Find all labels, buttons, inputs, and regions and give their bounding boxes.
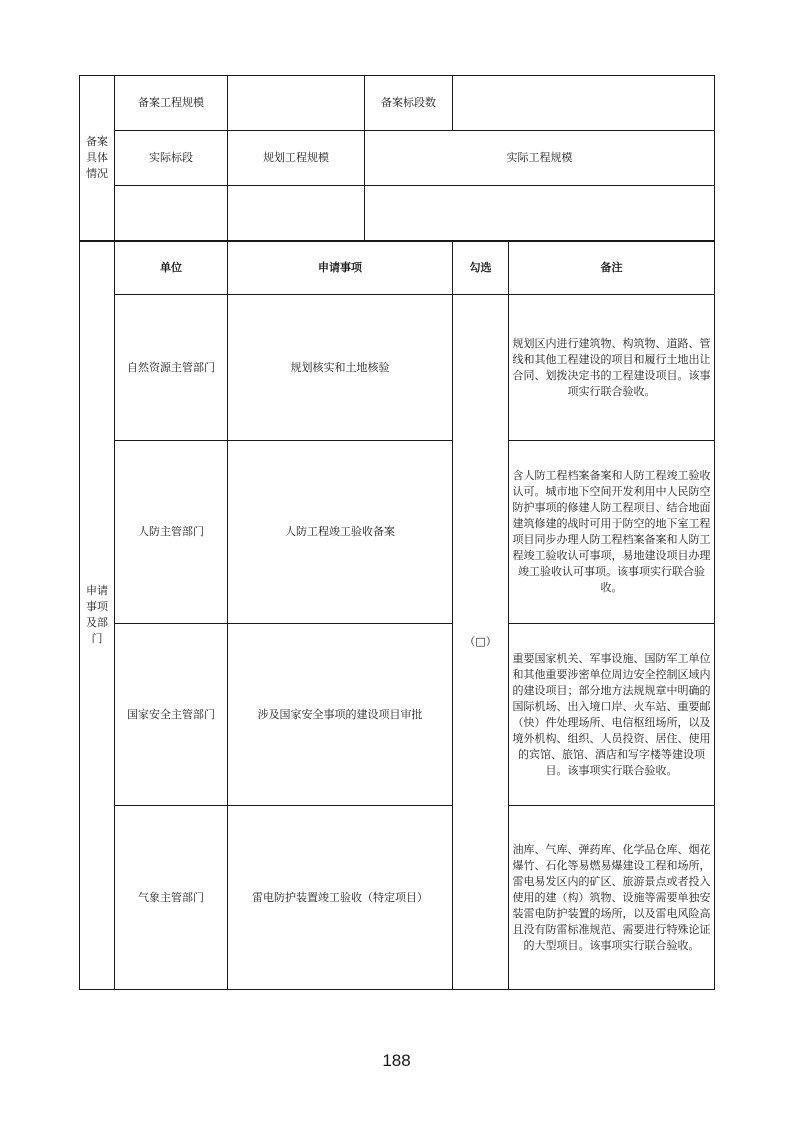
application-form-table (79, 75, 715, 990)
application-side-label: 申请事项及部门 (80, 241, 115, 990)
actual-lots-value[interactable] (115, 186, 228, 241)
remark-cell: 重要国家机关、军事设施、国防军工单位和其他重要涉密单位周边安全控制区域内的建设项目；部分地方法规规章中明确的国际机场、出入境口岸、火车站、重要邮（快）件处理场所、电信枢纽场所，以及境外机构、组织、人员投资、居住、使用的宾馆、旅馆、酒店和写字楼等建设项目。该事项实行联合验收。 (509, 624, 715, 806)
planned-scale-value[interactable] (228, 186, 365, 241)
page-number: 188 (382, 1051, 411, 1070)
actual-scale-value[interactable] (365, 186, 715, 241)
filed-scale-label: 备案工程规模 (115, 76, 228, 131)
item-cell: 人防工程竣工验收备案 (228, 441, 453, 624)
actual-lots-label: 实际标段 (115, 131, 228, 186)
planned-scale-label: 规划工程规模 (228, 131, 365, 186)
filed-lots-value[interactable] (453, 76, 715, 131)
item-cell: 涉及国家安全事项的建设项目审批 (228, 624, 453, 806)
header-select: 勾选 (453, 241, 509, 295)
unit-cell: 国家安全主管部门 (115, 624, 228, 806)
item-cell: 规划核实和土地核验 (228, 295, 453, 441)
actual-scale-label: 实际工程规模 (365, 131, 715, 186)
unit-cell: 气象主管部门 (115, 806, 228, 990)
remark-cell: 规划区内进行建筑物、构筑物、道路、管线和其他工程建设的项目和履行土地出让合同、划拨决定书的工程建设项目。该事项实行联合验收。 (509, 295, 715, 441)
header-remark: 备注 (509, 241, 715, 295)
filed-scale-value[interactable] (228, 76, 365, 131)
remark-cell: 油库、气库、弹药库、化学品仓库、烟花爆竹、石化等易燃易爆建设工程和场所，雷电易发区内的矿区、旅游景点或者投入使用的建（构）筑物、设施等需要单独安装雷电防护装置的场所，以及雷电风险高且没有防雷标准规范、需要进行特殊论证的大型项目。该事项实行联合验收。 (509, 806, 715, 990)
filed-lots-label: 备案标段数 (365, 76, 453, 131)
filing-side-label: 备案具体情况 (80, 76, 115, 241)
header-item: 申请事项 (228, 241, 453, 295)
remark-cell: 含人防工程档案备案和人防工程竣工验收认可。城市地下空间开发利用中人民防空防护事项的修建人防工程项目、结合地面建筑修建的战时可用于防空的地下室工程项目同步办理人防工程档案备案和人防工程竣工验收认可事项，易地建设项目办理竣工验收认可事项。该事项实行联合验收。 (509, 441, 715, 624)
header-unit: 单位 (115, 241, 228, 295)
unit-cell: 人防主管部门 (115, 441, 228, 624)
unit-cell: 自然资源主管部门 (115, 295, 228, 441)
item-cell: 雷电防护装置竣工验收（特定项目） (228, 806, 453, 990)
select-checkbox[interactable]: （□） (453, 295, 509, 990)
